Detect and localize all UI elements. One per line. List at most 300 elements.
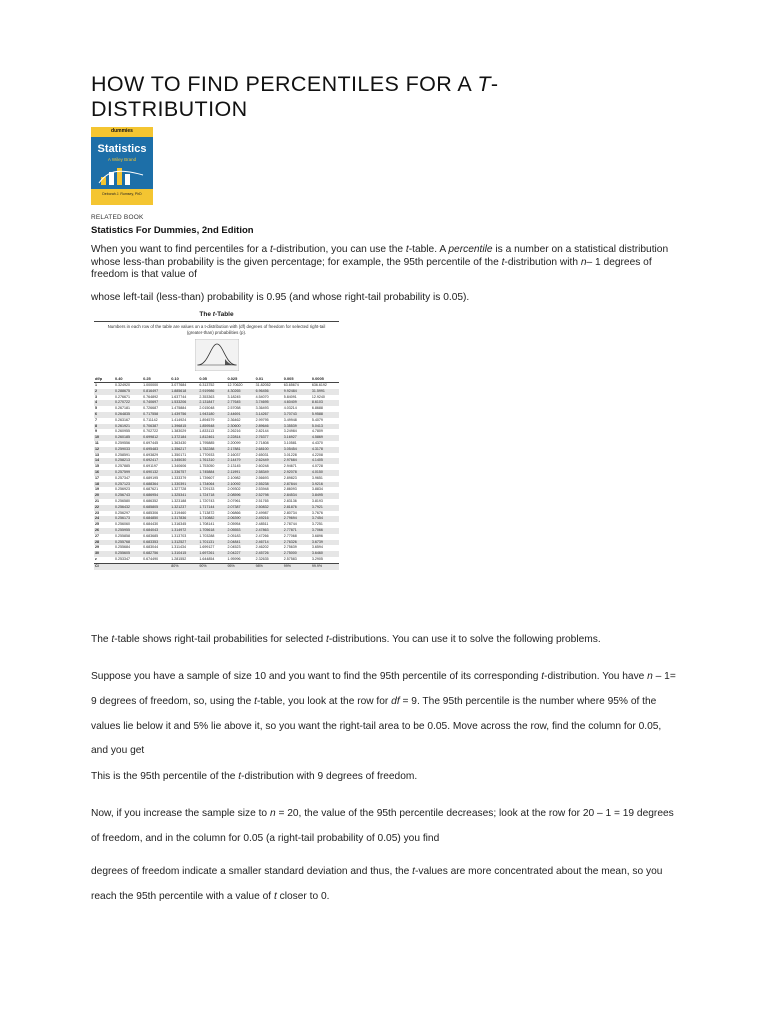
t-table-value-cell: 3.01228 xyxy=(283,452,297,457)
t-table-title: The t-Table xyxy=(199,311,234,318)
t-table-value-cell: 2.10982 xyxy=(227,475,241,480)
t-table-value-cell: 1.753050 xyxy=(199,464,215,469)
t-table-value-cell: 1.795885 xyxy=(199,440,215,445)
t-table-value-cell: 2.78744 xyxy=(283,522,297,527)
t-table-value-cell: 1.713872 xyxy=(199,510,215,515)
t-table-value-cell: 2.04227 xyxy=(227,551,255,557)
t-table-value-cell: 0.764892 xyxy=(143,394,159,399)
t-table-value-cell: 0.717558 xyxy=(142,412,170,418)
t-table-value-cell: 0.683044 xyxy=(143,545,159,550)
t-table-value-cell: 3.9216 xyxy=(311,482,339,488)
t-table-value-cell: 2.55238 xyxy=(255,482,283,488)
t-table-value-cell: 1.314972 xyxy=(170,528,198,534)
t-table-value-cell: 0.257885 xyxy=(115,464,130,469)
t-table-value-cell: 1.327728 xyxy=(171,487,187,492)
t-table-value-cell: 4.60409 xyxy=(283,400,311,406)
t-table-value-cell: 12.70620 xyxy=(227,383,243,387)
t-table-value-cell: 1.000000 xyxy=(143,383,159,387)
t-table-value-cell: 2.53948 xyxy=(255,487,269,492)
paragraph-conclusion: degrees of freedom indicate a smaller standard deviation and thus, the t-values are more concentrated about the mean, so you reach the 95th percentile with a value of t closer to 0. xyxy=(91,866,663,902)
cover-chart-graphic xyxy=(97,165,147,187)
t-table-value-cell: 0.263167 xyxy=(115,417,130,422)
t-table-value-cell: 0.255605 xyxy=(114,551,142,557)
t-table-value-cell: 2.07961 xyxy=(227,498,241,503)
t-table-value-cell: 3.18245 xyxy=(227,394,241,399)
t-table-df-cell: 9 xyxy=(95,429,97,434)
t-table-value-cell: 1.95996 xyxy=(227,556,241,561)
t-table-value-cell: 2.81876 xyxy=(283,505,311,511)
t-table-value-cell: 2.353363 xyxy=(199,394,215,399)
t-table-value-cell: 2.26216 xyxy=(227,429,241,434)
t-table-value-cell: 2.71808 xyxy=(255,440,269,445)
t-table-header-cell: 0.10 xyxy=(170,375,198,383)
t-table-value-cell: 1.782288 xyxy=(198,447,226,453)
t-table-value-cell: 2.08596 xyxy=(227,493,255,499)
paragraph-example-1: Suppose you have a sample of size 10 and you want to find the 95th percentile of its corresponding t-distribution. You have n – 1= 9 degrees of freedom, so, using the t-table, you look at the row for df = 9. The 95th percentile is the number where 95% of the values lie below it and 5% lie above it, so you want the right-tail area to be 0.05. Move across the row, find the column for 0.05, and you get xyxy=(91,671,676,757)
t-table-value-cell: 0.256743 xyxy=(114,493,142,499)
t-table-value-cell: 0.683685 xyxy=(143,533,159,538)
t-table-value-cell: 3.6896 xyxy=(311,533,323,538)
t-table-value-cell: 0.702722 xyxy=(143,429,159,434)
t-table-value-cell: 31.5991 xyxy=(311,389,339,395)
t-table-value-cell: 0.687621 xyxy=(143,487,159,492)
t-table-value-cell: 2.68100 xyxy=(255,447,283,453)
t-table-value-cell: 0.288675 xyxy=(114,389,142,395)
t-table-value-cell: 3.10581 xyxy=(283,440,297,445)
t-table-value-cell: 3.7676 xyxy=(311,510,323,515)
t-table-value-cell: 2.30600 xyxy=(227,424,255,430)
t-table-value-cell: 2.75000 xyxy=(283,551,311,557)
t-table-value-cell: 1.350171 xyxy=(171,452,187,457)
t-table-value-cell: 0.674490 xyxy=(143,556,159,561)
t-table-value-cell: 3.7066 xyxy=(311,528,339,534)
t-table-value-cell: 2.015048 xyxy=(199,406,215,411)
t-table-df-cell: 1 xyxy=(95,383,97,387)
t-table-value-cell: 1.739607 xyxy=(199,475,215,480)
t-table-value-cell: 0.692417 xyxy=(142,458,170,464)
t-table-value-cell: 2.13145 xyxy=(227,464,241,469)
t-table-df-cell: 3 xyxy=(95,394,97,399)
t-table-value-cell: 5.84091 xyxy=(283,394,297,399)
t-table-value-cell: 1.745884 xyxy=(198,470,226,476)
t-table-value-cell: 0.258213 xyxy=(114,458,142,464)
t-table-value-cell: 98% xyxy=(255,563,283,569)
t-table-value-cell: 0.255684 xyxy=(115,545,130,550)
article-title xyxy=(91,72,691,122)
t-table-df-cell: 27 xyxy=(95,533,99,538)
t-table-value-cell: 1.761310 xyxy=(198,458,226,464)
t-table-value-cell: 4.2208 xyxy=(311,452,323,457)
t-table-value-cell: 1.363430 xyxy=(171,440,187,445)
t-table-value-cell: 3.6594 xyxy=(311,545,323,550)
t-table-value-cell: 0.697445 xyxy=(143,440,159,445)
t-table-df-cell: 17 xyxy=(95,475,99,480)
t-table-value-cell: 1.885618 xyxy=(170,389,198,395)
t-table-value-cell: 3.16927 xyxy=(283,435,311,441)
t-table-value-cell: 0.267181 xyxy=(115,406,130,411)
t-table-value-cell: 2.47266 xyxy=(255,533,269,538)
t-table-value-cell: 2.45726 xyxy=(255,551,283,557)
t-table-value-cell: 6.313752 xyxy=(199,383,215,387)
t-table-value-cell: 0.706387 xyxy=(142,424,170,430)
t-table-value-cell: 2.04523 xyxy=(227,545,241,550)
t-table-value-cell: 0.260185 xyxy=(114,435,142,441)
t-table-value-cell: 12.9240 xyxy=(311,394,325,399)
t-table-value-cell: 2.60248 xyxy=(255,464,269,469)
t-table-value-cell: 1.396815 xyxy=(170,424,198,430)
t-table-value-cell: 2.20099 xyxy=(227,440,241,445)
t-table-value-cell: 1.313703 xyxy=(171,533,187,538)
t-table-value-cell: 0.257599 xyxy=(114,470,142,476)
t-table-caption: Numbers in each row of the table are values on a t-distribution with (df) degrees of freedom for selected right-tail (greater-than) probabilities (p). xyxy=(107,324,326,335)
t-table-value-cell: 4.30265 xyxy=(227,389,255,395)
t-table-value-cell: 2.86093 xyxy=(283,487,297,492)
t-table-value-cell: 1.333379 xyxy=(171,475,187,480)
t-table-value-cell: 1.414924 xyxy=(171,417,187,422)
t-table-value-cell: 4.5869 xyxy=(311,435,339,441)
t-table-value-cell: 6.8688 xyxy=(311,406,323,411)
t-table-value-cell: 1.310415 xyxy=(170,551,198,557)
t-table-value-cell: 99.9% xyxy=(311,563,339,569)
t-table-header-cell: 0.25 xyxy=(142,375,170,383)
t-table-df-cell: 21 xyxy=(95,498,99,503)
t-table-value-cell: 3.24984 xyxy=(283,429,297,434)
t-table-df-cell: 26 xyxy=(94,528,114,534)
t-table-value-cell: 3.36493 xyxy=(255,406,269,411)
t-table-value-cell: 1.734064 xyxy=(198,482,226,488)
t-table-value-cell: 1.859548 xyxy=(198,424,226,430)
t-curve-icon xyxy=(195,339,239,371)
t-table-value-cell: 4.3178 xyxy=(311,447,339,453)
t-table-value-cell: 2.50832 xyxy=(255,505,283,511)
t-table-header-cell: 0.01 xyxy=(255,375,283,383)
t-table-value-cell: 2.48511 xyxy=(255,522,269,527)
t-table-value-cell: 0.684850 xyxy=(142,516,170,522)
t-table-value-cell: 2.07387 xyxy=(227,505,255,511)
t-table-value-cell: 2.46714 xyxy=(255,540,283,546)
t-table-value-cell: 1.311434 xyxy=(171,545,186,550)
t-table-df-cell: 2 xyxy=(94,389,114,395)
t-table-value-cell: 2.32635 xyxy=(255,556,269,561)
t-table-value-cell: 0.260955 xyxy=(115,429,130,434)
cover-author: Deborah J. Rumsey, PhD xyxy=(102,192,142,196)
t-table-value-cell: 2.77068 xyxy=(283,533,297,538)
t-table-value-cell: 2.57058 xyxy=(227,406,241,411)
t-table-header-cell: 0.40 xyxy=(114,375,142,383)
t-table-df-cell: CI xyxy=(94,563,114,569)
t-table-value-cell: 2.80734 xyxy=(283,510,297,515)
t-table-value-cell: 2.75639 xyxy=(283,545,297,550)
t-table-value-cell: 1.703288 xyxy=(199,533,215,538)
t-table-value-cell: 2.17881 xyxy=(227,447,255,453)
t-table-value-cell: 1.316345 xyxy=(171,522,187,527)
t-table-value-cell: 1.894579 xyxy=(199,417,215,422)
t-table-df-cell: z xyxy=(95,556,97,561)
title-hyphen: - xyxy=(490,72,499,96)
t-table-value-cell: 95% xyxy=(227,563,255,569)
t-table-value-cell: 31.82052 xyxy=(255,383,271,387)
paragraph-intro: When you want to find percentiles for a t-distribution, you can use the t-table. A percentile is a number on a statistical distribution whose less-than probability is the given percentage; for example, the 95th percentile of the t-distribution with n– 1 degrees of freedom is that value of xyxy=(91,244,669,281)
t-table-value-cell: 0.816497 xyxy=(142,389,170,395)
t-table-value-cell: 3.8834 xyxy=(311,487,323,492)
t-table-value-cell: 4.7809 xyxy=(311,429,323,434)
t-table-value-cell: 2.14479 xyxy=(227,458,255,464)
t-table-value-cell: 0.684430 xyxy=(143,522,159,527)
t-table-df-cell: 23 xyxy=(95,510,99,515)
t-table-value-cell: 0.684043 xyxy=(142,528,170,534)
t-table-value-cell: 9.92484 xyxy=(283,389,311,395)
t-table-value-cell: 3.05454 xyxy=(283,447,311,453)
t-table-value-cell: 2.44691 xyxy=(227,412,255,418)
t-table-value-cell: 4.54070 xyxy=(255,394,269,399)
t-table-value-cell: 0.691197 xyxy=(143,464,158,469)
t-table-df-cell: 30 xyxy=(94,551,114,557)
t-table-value-cell: 0.688364 xyxy=(142,482,170,488)
paragraph-95th-result: This is the 95th percentile of the t-distribution with 9 degrees of freedom. xyxy=(91,771,418,782)
t-table-value-cell: 1.637744 xyxy=(171,394,187,399)
t-table-figure xyxy=(91,307,342,612)
t-table-value-cell: 1.321237 xyxy=(170,505,198,511)
t-table-value-cell: 0.685805 xyxy=(142,505,170,511)
t-table-value-cell: 2.46202 xyxy=(255,545,269,550)
t-table-value-cell: 2.06390 xyxy=(227,516,255,522)
t-table-value-cell: 0.689195 xyxy=(143,475,159,480)
t-table-header-cell: df/p xyxy=(94,375,114,383)
t-table-value-cell: 8.6103 xyxy=(311,400,339,406)
t-table-header-cell: 0.005 xyxy=(283,375,311,383)
t-table-df-cell: 15 xyxy=(95,464,99,469)
t-table-value-cell: 0.740697 xyxy=(142,400,170,406)
t-table-value-cell: 1.356217 xyxy=(170,447,198,453)
t-table-value-cell: 2.83136 xyxy=(283,498,297,503)
t-table-value-cell: 0.690132 xyxy=(142,470,170,476)
t-table-value-cell: 4.0150 xyxy=(311,470,339,476)
t-table-value-cell: 0.256432 xyxy=(114,505,142,511)
t-table-header-cell: 0.0005 xyxy=(311,375,339,383)
t-table-value-cell: 0.264835 xyxy=(114,412,142,418)
t-table-value-cell: 1.697261 xyxy=(198,551,226,557)
t-table-df-cell: 14 xyxy=(94,458,114,464)
t-table-value-cell: 3.7921 xyxy=(311,505,339,511)
t-table-value-cell: 1.701131 xyxy=(198,540,226,546)
t-table-value-cell: 0.699812 xyxy=(142,435,170,441)
t-table-df-cell: 11 xyxy=(95,440,99,445)
t-table-df-cell: 22 xyxy=(94,505,114,511)
t-table-value-cell: 2.77645 xyxy=(227,400,255,406)
t-table-value-cell: 2.09302 xyxy=(227,487,241,492)
t-table-value-cell: 2.92078 xyxy=(283,470,311,476)
t-table-value-cell: 0.686352 xyxy=(143,498,159,503)
t-table-df-cell: 10 xyxy=(94,435,114,441)
t-table-df-cell: 5 xyxy=(95,406,97,411)
t-table-value-cell: 3.35539 xyxy=(283,424,311,430)
t-table-value-cell: 1.833113 xyxy=(199,429,215,434)
t-table-df-cell: 29 xyxy=(95,545,99,550)
t-table-value-cell: 1.312527 xyxy=(170,540,198,546)
t-table-value-cell: 3.9651 xyxy=(311,475,323,480)
t-table-value-cell: 1.705618 xyxy=(198,528,226,534)
t-table-df-cell: 18 xyxy=(94,482,114,488)
t-table-value-cell: 2.04841 xyxy=(227,540,255,546)
t-table-value-cell: 2.56693 xyxy=(255,475,269,480)
t-table-value-cell: 3.2905 xyxy=(311,556,323,561)
t-table-df-cell: 25 xyxy=(95,522,99,527)
t-table-value-cell: 2.99795 xyxy=(255,417,269,422)
t-table-value-cell: 1.710882 xyxy=(198,516,226,522)
t-table-value-cell: 2.16037 xyxy=(227,452,241,457)
t-table-value-cell: 2.49216 xyxy=(255,516,283,522)
t-table-value-cell: 5.0413 xyxy=(311,424,339,430)
t-table-value-cell: 1.340606 xyxy=(171,464,187,469)
t-table-value-cell: 0.685306 xyxy=(143,510,159,515)
t-table-value-cell: 3.6460 xyxy=(311,551,339,557)
t-table-value-cell: 2.76326 xyxy=(283,540,311,546)
t-table-value-cell: 3.70743 xyxy=(283,412,311,418)
t-table-value-cell: 1.323188 xyxy=(171,498,187,503)
t-table-value-cell: 2.57583 xyxy=(283,556,297,561)
t-table-value-cell: 2.62449 xyxy=(255,458,283,464)
t-table-df-cell: 4 xyxy=(94,400,114,406)
t-table-value-cell: 3.49948 xyxy=(283,417,297,422)
t-table-value-cell: 3.6739 xyxy=(311,540,339,546)
t-table-value-cell: 1.317836 xyxy=(170,516,198,522)
t-table-value-cell: 1.717144 xyxy=(198,505,226,511)
t-table-value-cell: 1.345030 xyxy=(170,458,198,464)
t-table-value-cell: 2.84534 xyxy=(283,493,311,499)
t-table-value-cell: 1.330391 xyxy=(170,482,198,488)
t-table-value-cell: 1.336757 xyxy=(170,470,198,476)
t-table-value-cell: 0.324920 xyxy=(115,383,130,387)
t-table-value-cell: 0.693829 xyxy=(143,452,159,457)
t-table-value-cell: 1.708141 xyxy=(199,522,215,527)
t-table-value-cell: 0.257123 xyxy=(114,482,142,488)
t-table-value-cell: 0.695483 xyxy=(142,447,170,453)
t-table-value-cell: 2.52798 xyxy=(255,493,283,499)
t-table-df-cell: 19 xyxy=(95,487,99,492)
t-table-value-cell: 4.4370 xyxy=(311,440,323,445)
t-table-value-cell: 2.97684 xyxy=(283,458,311,464)
t-table-value-cell: 3.077684 xyxy=(171,383,187,387)
t-table-value-cell: 3.7454 xyxy=(311,516,339,522)
t-table-value-cell: 3.8193 xyxy=(311,498,323,503)
t-table-value-cell: 0.726687 xyxy=(143,406,159,411)
t-table-value-cell: 636.6192 xyxy=(311,383,327,387)
t-table-value-cell: 2.05183 xyxy=(227,533,241,538)
t-table-value-cell: 3.7251 xyxy=(311,522,323,527)
t-table-value-cell: 0.256060 xyxy=(115,522,130,527)
cover-title: Statistics xyxy=(97,143,147,155)
t-table-value-cell: 2.47863 xyxy=(255,528,283,534)
t-table-value-cell: 4.03214 xyxy=(283,406,297,411)
t-table-df-cell: 28 xyxy=(94,540,114,546)
t-table-value-cell: 2.89823 xyxy=(283,475,297,480)
t-table-value-cell: 0.256580 xyxy=(115,498,130,503)
t-table-df-cell: 6 xyxy=(94,412,114,418)
t-table-value-cell: 1.770933 xyxy=(199,452,215,457)
t-table-value-cell: 0.686954 xyxy=(142,493,170,499)
t-table-value-cell: 2.49987 xyxy=(255,510,269,515)
t-table xyxy=(94,375,339,570)
t-table-value-cell: 1.644854 xyxy=(199,556,215,561)
title-text: HOW TO FIND PERCENTILES FOR A xyxy=(91,72,478,96)
t-table-value-cell: 0.253347 xyxy=(115,556,130,561)
t-table-value-cell: 3.74695 xyxy=(255,400,283,406)
t-table-df-cell: 8 xyxy=(94,424,114,430)
t-table-value-cell: 2.89646 xyxy=(255,424,283,430)
title-text-line2: DISTRIBUTION xyxy=(91,97,248,121)
t-table-value-cell: 4.0728 xyxy=(311,464,323,469)
t-table-rule xyxy=(94,321,339,322)
related-book-label: RELATED BOOK xyxy=(91,214,144,221)
t-table-value-cell: 0.258591 xyxy=(115,452,130,457)
t-table-value-cell: 2.58349 xyxy=(255,470,283,476)
t-table-value-cell: 1.729133 xyxy=(199,487,215,492)
related-book-title[interactable]: Statistics For Dummies, 2nd Edition xyxy=(91,225,254,236)
t-table-value-cell: 0.261921 xyxy=(114,424,142,430)
t-table-value-cell: 1.943180 xyxy=(198,412,226,418)
t-table-value-cell: 0.259556 xyxy=(115,440,130,445)
t-table-value-cell: 0.257347 xyxy=(115,475,130,480)
title-italic-t: T xyxy=(477,72,491,96)
t-table-value-cell: 0.259033 xyxy=(114,447,142,453)
t-table-value-cell: 0.255858 xyxy=(115,533,130,538)
t-table-value-cell: 2.10092 xyxy=(227,482,255,488)
book-cover-image[interactable] xyxy=(91,127,153,205)
t-table-value-cell: 0.256923 xyxy=(115,487,130,492)
t-table-value-cell: 80% xyxy=(170,563,198,569)
t-table-value-cell: 2.131847 xyxy=(198,400,226,406)
paragraph-table-note: The t-table shows right-tail probabilities for selected t-distributions. You can use it to solve the following problems. xyxy=(91,634,601,645)
t-table-value-cell: 90% xyxy=(198,563,226,569)
paragraph-example-2: Now, if you increase the sample size to n = 20, the value of the 95th percentile decreases; look at the row for 20 – 1 = 19 degrees of freedom, and in the column for 0.05 (a right-tail probability of 0.05) you find xyxy=(91,808,674,844)
t-table-value-cell: 5.9588 xyxy=(311,412,339,418)
t-table-df-cell: 13 xyxy=(95,452,99,457)
t-table-value-cell: 2.919986 xyxy=(198,389,226,395)
t-table-value-cell: 0.256297 xyxy=(115,510,130,515)
t-table-value-cell: 2.36462 xyxy=(227,417,241,422)
t-table-value-cell: 2.77871 xyxy=(283,528,311,534)
t-table-value-cell: 1.720743 xyxy=(199,498,215,503)
t-table-row xyxy=(94,563,339,569)
t-table-value-cell: 6.96456 xyxy=(255,389,283,395)
t-table-value-cell: 0.255768 xyxy=(114,540,142,546)
t-table-value-cell: 63.65674 xyxy=(283,383,299,387)
t-table-df-cell: 16 xyxy=(94,470,114,476)
t-table-value-cell: 1.699127 xyxy=(199,545,215,550)
t-table-value-cell: 1.812461 xyxy=(198,435,226,441)
t-table-value-cell: 0.256173 xyxy=(114,516,142,522)
t-table-value-cell: 1.281552 xyxy=(171,556,187,561)
cover-brand: dummies xyxy=(111,128,133,134)
t-table-value-cell: 2.05553 xyxy=(227,528,255,534)
t-table-value-cell: 1.372184 xyxy=(170,435,198,441)
t-table-value-cell: 4.1405 xyxy=(311,458,339,464)
t-table-value-cell: 1.383029 xyxy=(171,429,187,434)
t-table-value-cell: 0.270722 xyxy=(114,400,142,406)
t-table-header-cell: 0.025 xyxy=(227,375,255,383)
t-table-value-cell: 2.94671 xyxy=(283,464,297,469)
t-table-value-cell: 1.475884 xyxy=(171,406,187,411)
t-table-value-cell: 2.87844 xyxy=(283,482,311,488)
cover-subtitle: A Wiley Brand xyxy=(107,157,137,162)
t-table-value-cell: 1.533206 xyxy=(170,400,198,406)
t-table-value-cell: 3.14267 xyxy=(255,412,283,418)
t-table-value-cell: 2.22814 xyxy=(227,435,255,441)
t-table-value-cell: 1.439756 xyxy=(170,412,198,418)
t-table-value-cell: 2.51765 xyxy=(255,498,269,503)
t-table-value-cell: 2.82144 xyxy=(255,429,269,434)
t-table-value-cell: 99% xyxy=(283,563,311,569)
